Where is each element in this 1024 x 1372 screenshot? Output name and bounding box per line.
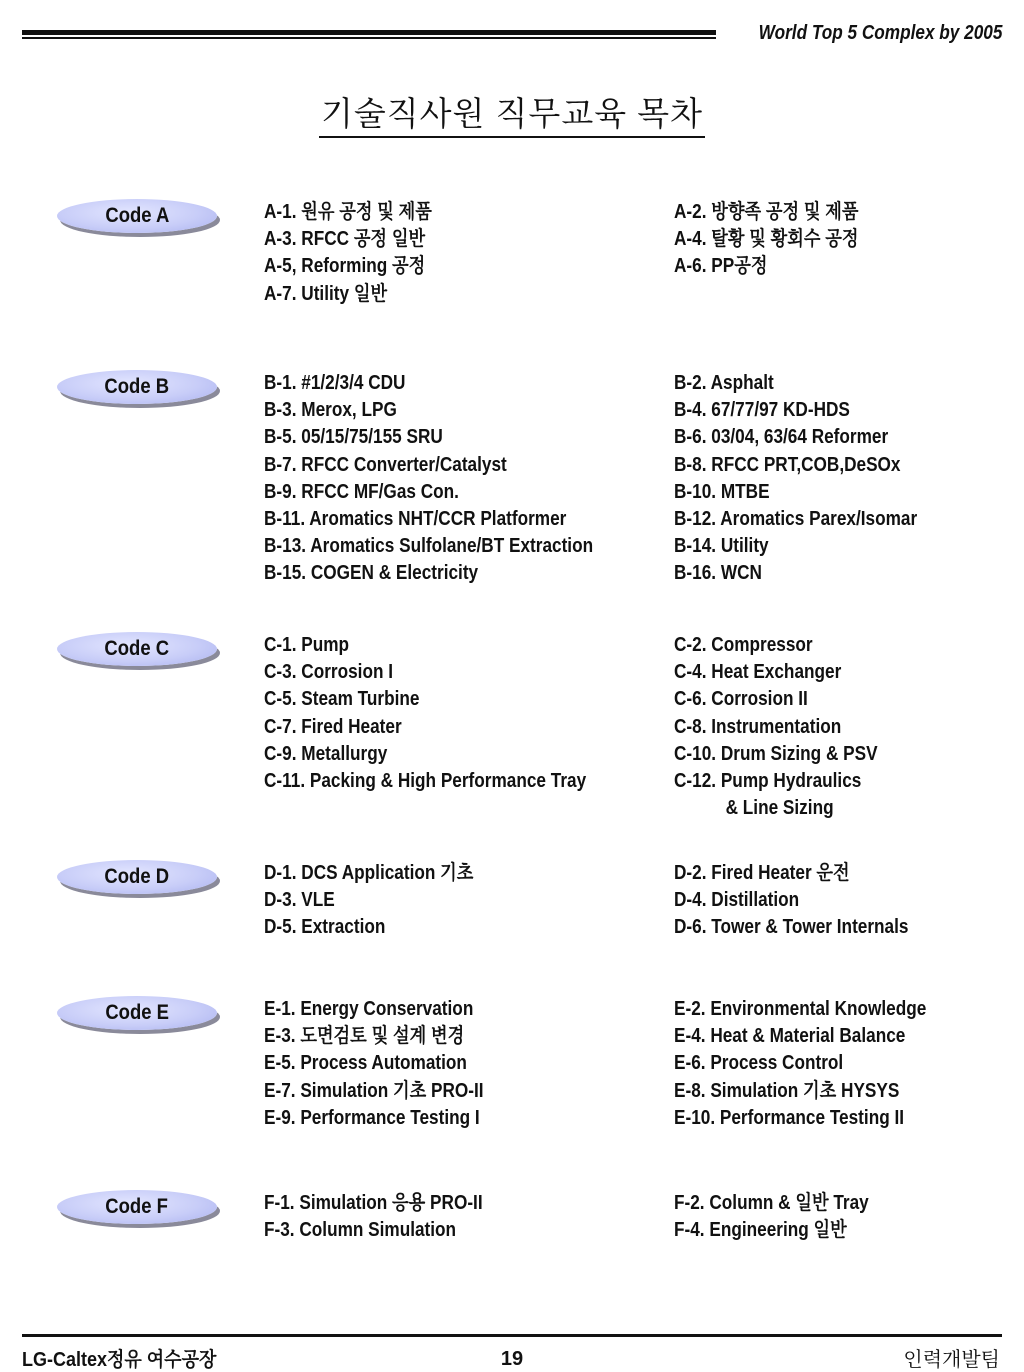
course-item: F-2. Column & 일반 Tray bbox=[674, 1192, 869, 1214]
course-item: B-11. Aromatics NHT/CCR Platformer bbox=[264, 507, 567, 530]
course-item: A-6. PP공정 bbox=[674, 255, 768, 278]
course-list-right bbox=[674, 860, 1004, 942]
course-item: B-10. MTBE bbox=[674, 480, 770, 503]
course-item: B-9. RFCC MF/Gas Con. bbox=[264, 480, 459, 503]
course-item: A-5, Reforming 공정 bbox=[264, 255, 426, 278]
course-item: C-8. Instrumentation bbox=[674, 715, 842, 738]
course-item: A-4. 탈황 및 황회수 공정 bbox=[674, 228, 859, 251]
course-list-right bbox=[674, 1190, 1004, 1244]
course-item: C-12. Pump Hydraulics bbox=[674, 769, 862, 792]
course-item: C-3. Corrosion I bbox=[264, 661, 394, 684]
course-item: E-5. Process Automation bbox=[264, 1052, 467, 1075]
code-badge-label: Code D bbox=[104, 865, 170, 888]
course-item: D-6. Tower & Tower Internals bbox=[674, 916, 909, 939]
course-item: D-2. Fired Heater 운전 bbox=[674, 862, 850, 884]
course-item: C-6. Corrosion II bbox=[674, 688, 808, 711]
footer-department: 인력개발팀 bbox=[903, 1349, 1000, 1371]
header-rule bbox=[22, 30, 716, 39]
course-item: A-3. RFCC 공정 일반 bbox=[264, 228, 426, 251]
course-item: A-7. Utility 일반 bbox=[264, 282, 388, 305]
code-badge-label: Code B bbox=[104, 375, 170, 398]
course-item: C-7. Fired Heater bbox=[264, 715, 402, 738]
course-item: B-12. Aromatics Parex/Isomar bbox=[674, 507, 918, 530]
course-item: C-5. Steam Turbine bbox=[264, 688, 420, 711]
course-list-right bbox=[674, 370, 1004, 588]
code-badge bbox=[57, 996, 217, 1030]
course-item: E-6. Process Control bbox=[674, 1052, 844, 1075]
course-item: B-5. 05/15/75/155 SRU bbox=[264, 426, 443, 449]
course-item: C-4. Heat Exchanger bbox=[674, 661, 842, 684]
course-item: E-3. 도면검토 및 설계 변경 bbox=[264, 1025, 465, 1048]
course-item: D-3. VLE bbox=[264, 889, 335, 912]
footer-company: LG-Caltex정유 여수공장 bbox=[22, 1349, 217, 1371]
course-list-left bbox=[264, 860, 664, 942]
course-item: F-3. Column Simulation bbox=[264, 1219, 457, 1242]
course-item: F-4. Engineering 일반 bbox=[674, 1219, 847, 1242]
course-list-left bbox=[264, 1190, 664, 1244]
course-item: C-1. Pump bbox=[264, 634, 350, 656]
course-item: C-2. Compressor bbox=[674, 634, 813, 656]
course-item: B-16. WCN bbox=[674, 562, 762, 585]
course-list-right bbox=[674, 996, 1004, 1132]
course-item-continuation: & Line Sizing bbox=[725, 797, 834, 820]
course-item: A-1. 원유 공정 및 제품 bbox=[264, 201, 432, 223]
course-item: B-7. RFCC Converter/Catalyst bbox=[264, 453, 507, 476]
code-badge bbox=[57, 1190, 217, 1224]
course-item: E-2. Environmental Knowledge bbox=[674, 998, 927, 1020]
course-item: B-3. Merox, LPG bbox=[264, 399, 397, 422]
course-list-left bbox=[264, 632, 664, 795]
course-item: B-6. 03/04, 63/64 Reformer bbox=[674, 426, 889, 449]
header-slogan: World Top 5 Complex by 2005 bbox=[758, 22, 1002, 44]
course-list-right bbox=[674, 199, 1004, 281]
course-item: C-9. Metallurgy bbox=[264, 742, 388, 765]
course-list-left bbox=[264, 199, 664, 308]
code-badge-label: Code F bbox=[105, 1195, 169, 1218]
course-item: B-14. Utility bbox=[674, 535, 769, 558]
code-badge-label: Code C bbox=[104, 637, 170, 660]
course-item: D-1. DCS Application 기초 bbox=[264, 862, 474, 884]
course-item: A-2. 방향족 공정 및 제품 bbox=[674, 201, 859, 223]
code-badge bbox=[57, 199, 217, 233]
page-number: 19 bbox=[500, 1348, 524, 1370]
footer-rule bbox=[22, 1334, 1002, 1337]
course-item: B-4. 67/77/97 KD-HDS bbox=[674, 399, 850, 422]
course-item: B-2. Asphalt bbox=[674, 372, 774, 394]
course-item: E-7. Simulation 기초 PRO-II bbox=[264, 1079, 484, 1102]
code-badge-label: Code E bbox=[105, 1001, 169, 1024]
page-title bbox=[0, 88, 1024, 135]
code-badge bbox=[57, 632, 217, 666]
code-badge bbox=[57, 860, 217, 894]
course-item: B-15. COGEN & Electricity bbox=[264, 562, 479, 585]
course-list-left bbox=[264, 996, 664, 1132]
course-item: E-10. Performance Testing II bbox=[674, 1106, 905, 1129]
course-item: E-4. Heat & Material Balance bbox=[674, 1025, 906, 1048]
page-title-text: 기술직사원 직무교육 목차 bbox=[319, 95, 705, 138]
course-item: F-1. Simulation 응용 PRO-II bbox=[264, 1192, 483, 1214]
course-item: B-13. Aromatics Sulfolane/BT Extraction bbox=[264, 535, 594, 558]
course-list-right bbox=[674, 632, 1004, 822]
course-item: B-1. #1/2/3/4 CDU bbox=[264, 372, 406, 394]
course-item: D-5. Extraction bbox=[264, 916, 386, 939]
course-item: B-8. RFCC PRT,COB,DeSOx bbox=[674, 453, 901, 476]
course-item: C-11. Packing & High Performance Tray bbox=[264, 769, 587, 792]
course-item: E-1. Energy Conservation bbox=[264, 998, 474, 1020]
course-item: E-8. Simulation 기초 HYSYS bbox=[674, 1079, 900, 1102]
course-item: C-10. Drum Sizing & PSV bbox=[674, 742, 878, 765]
code-badge bbox=[57, 370, 217, 404]
code-badge-label: Code A bbox=[104, 204, 169, 227]
course-item: D-4. Distillation bbox=[674, 889, 800, 912]
course-list-left bbox=[264, 370, 664, 588]
course-item: E-9. Performance Testing I bbox=[264, 1106, 480, 1129]
